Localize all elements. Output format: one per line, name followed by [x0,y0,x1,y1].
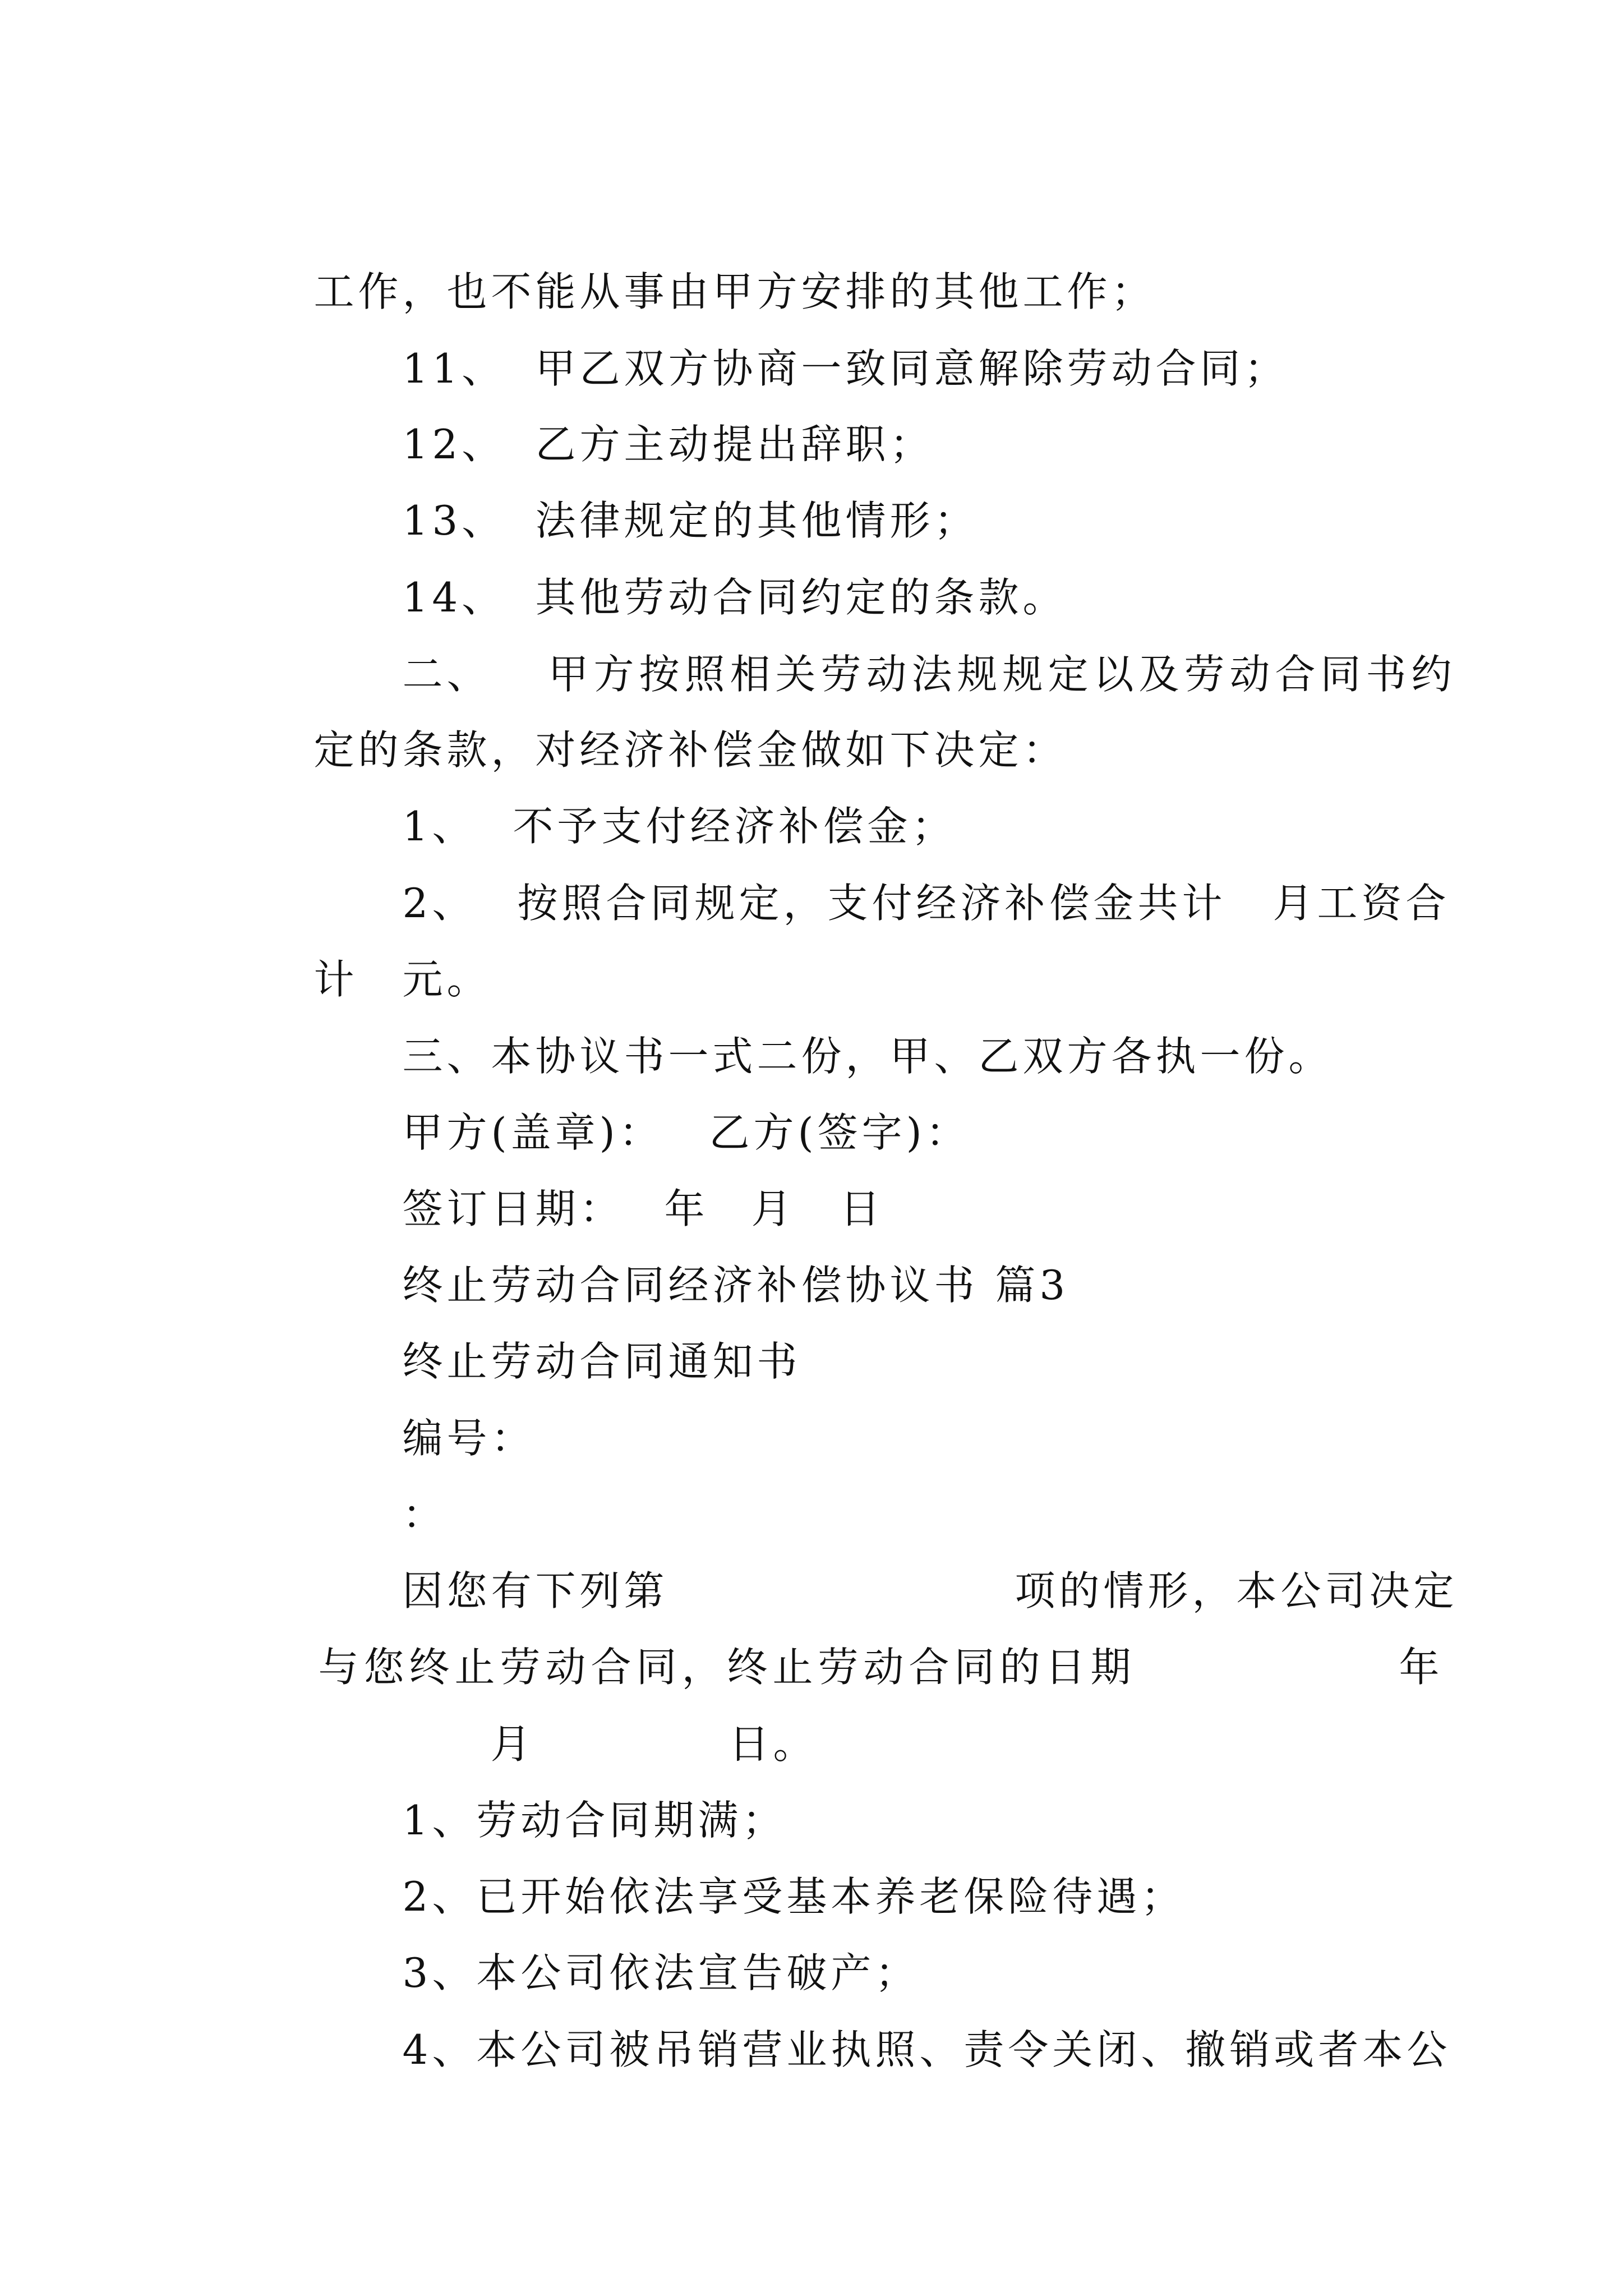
paragraph-text: 1、劳动合同期满； [402,1797,787,1844]
paragraph-text: 不予支付经济补偿金； [513,803,956,850]
paragraph-text: 三、本协议书一式二份，甲、乙双方各执一份。 [402,1033,1333,1080]
list-number: 1、 [402,803,477,850]
paragraph-text: 3、本公司依法宣告破产； [402,1949,920,1996]
paragraph-text: 甲方(盖章)： [402,1109,663,1156]
paragraph-text: 元。 [402,956,491,1003]
date-year [1332,1591,1444,1743]
list-number: 13、 [402,497,506,544]
list-item-text [1206,827,1450,979]
paragraph-text: 项的情形，本公司决定 [1015,1567,1458,1614]
paragraph-text: 与您终止劳动合同，终止劳动合同的日期 [318,1644,1136,1691]
paragraph-text: 4、本公司被吊销营业执照、责令关闭、撤销或者本公 [402,2026,1451,2073]
paragraph-text: 月 [490,1720,535,1768]
paragraph-text: 工作，也不能从事由甲方安排的其他工作； [313,268,1156,315]
paragraph-text: ： [402,1491,447,1538]
list-number: 2、 [402,880,477,927]
heading-text: 终止劳动合同通知书 [402,1338,801,1385]
list-number: 二、 [402,651,491,698]
paragraph-text: 计 [313,956,358,1003]
list-number: 14、 [402,574,506,621]
paragraph-text: 甲乙双方协商一致同意解除劳动合同； [535,345,1289,392]
paragraph-text: 法律规定的其他情形； [535,497,979,544]
paragraph-text: 定的条款，对经济补偿金做如下决定： [313,726,1067,774]
paragraph-text: 因您有下列第 [402,1567,668,1614]
paragraph-text: 日。 [728,1720,818,1768]
list-number: 11、 [402,345,506,392]
paragraph-text: 日 [840,1185,884,1232]
heading-text: 终止劳动合同经济补偿协议书 篇3 [402,1262,1069,1309]
paragraph-text: 年 [664,1185,709,1232]
paragraph-text: 月工资合 [1272,880,1450,927]
paragraph-text: 按照合同规定，支付经济补偿金共计 [517,880,1227,927]
list-item [335,1974,1451,2125]
paragraph-text: 月 [751,1185,796,1232]
paragraph-text: 年 [1399,1644,1444,1691]
paragraph-text: 其他劳动合同约定的条款。 [535,574,1067,621]
paragraph-text: 甲方按照相关劳动法规规定以及劳动合同书约 [548,651,1457,698]
list-item-text [450,827,1227,979]
paragraph-text: 乙方(签字)： [709,1109,970,1156]
list-number: 12、 [402,421,506,468]
paragraph-text: 乙方主动提出辞职； [535,421,934,468]
paragraph-text: 2、已开始依法享受基本养老保险待遇； [402,1873,1186,1920]
paragraph-text: 签订日期： [402,1185,624,1232]
paragraph-text: 编号： [402,1415,536,1462]
